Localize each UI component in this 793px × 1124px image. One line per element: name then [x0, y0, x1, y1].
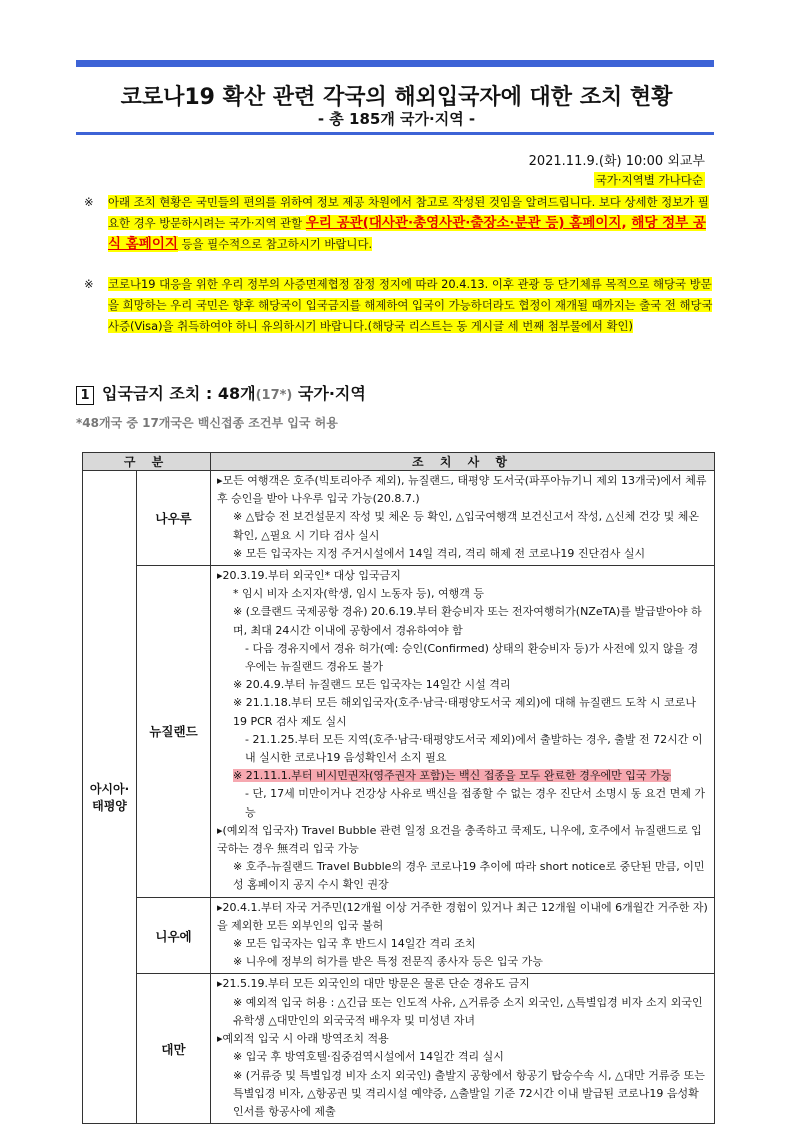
- notice-reference-text-b: ,: [621, 215, 632, 231]
- measure-text: ▸모든 여행객은 호주(빅토리아주 제외), 뉴질랜드, 태평양 도서국(파푸아뉴기니 제외 13개국)에서 체류 후 승인을 받아 나우루 입국 가능(20.8.7.): [217, 474, 707, 506]
- country-cell: 나우루: [137, 471, 211, 566]
- table-row: [83, 471, 715, 566]
- region-cell: [83, 471, 137, 1124]
- measure-text: ※ 예외적 입국 허용 : △긴급 또는 인도적 사유, △거류증 소지 외국인, △특별입경 비자 소지 외국인 유학생 △대만인의 외국국적 배우자 및 미성년 자녀: [233, 995, 703, 1027]
- measure-line: [217, 1030, 708, 1048]
- title-bottom-rule: [76, 132, 714, 135]
- table-row: [83, 897, 715, 974]
- measures-cell: [211, 974, 715, 1124]
- country-cell: 대만: [137, 974, 211, 1124]
- measure-text: ▸21.5.19.부터 모든 외국인의 대만 방문은 물론 단순 경유도 금지: [217, 977, 530, 991]
- measure-line: [217, 603, 708, 639]
- measures-table: [82, 452, 715, 1124]
- title-top-rule: [76, 60, 714, 67]
- country-cell: 니우에: [137, 897, 211, 974]
- measure-line: [217, 545, 708, 563]
- measure-text: ▸(예외적 입국자) Travel Bubble 관련 일정 요건을 충족하고 쿡제도, 니우에, 호주에서 뉴질랜드로 입국하는 경우 無격리 입국 가능: [217, 823, 702, 856]
- reference-mark-icon: ※: [84, 195, 94, 209]
- measure-text: - 단, 17세 미만이거나 건강상 사유로 백신을 접종할 수 없는 경우 진단서 소명시 동 요건 면제 가능: [245, 787, 705, 819]
- measure-line: [217, 953, 708, 971]
- measure-line: [217, 767, 708, 785]
- sort-order-note: 국가·지역별 가나다순: [595, 173, 703, 187]
- section-heading: [76, 381, 366, 405]
- section-count-note: (17*): [255, 388, 293, 403]
- measure-text: ※ 모든 입국자는 지정 주거시설에서 14일 격리, 격리 해제 전 코로나19 진단검사 실시: [233, 546, 646, 560]
- section-note: *48개국 중 17개국은 백신접종 조건부 입국 허용: [76, 416, 338, 430]
- measure-line: [217, 508, 708, 544]
- measure-line: [217, 1067, 708, 1122]
- measures-cell: [211, 897, 715, 974]
- measure-text: ※ △탑승 전 보건설문지 작성 및 체온 등 확인, △입국여행객 보건신고서 작성, △신체 건강 및 체온 확인, △필요 시 기타 검사 실시: [233, 510, 699, 542]
- reference-mark-icon: ※: [84, 277, 94, 291]
- measure-line: [217, 585, 708, 603]
- notice-reference-text-c: 등을 필수적으로 참고하시기 바랍니다.: [177, 237, 373, 251]
- measure-text: ※ 21.11.1.부터 비시민권자(영주권자 포함)는 백신 접종을 모두 완료한 경우에만 입국 가능: [233, 769, 672, 783]
- measure-text: * 임시 비자 소지자(학생, 임시 노동자 등), 여행객 등: [233, 587, 484, 601]
- header-category: 구 분: [83, 453, 211, 471]
- measure-text: ▸20.3.19.부터 외국인* 대상 입국금지: [217, 569, 401, 583]
- table-row: [83, 566, 715, 898]
- measure-line: [217, 899, 708, 935]
- measure-text: ※ (거류증 및 특별입경 비자 소지 외국인) 출발지 공항에서 항공기 탑승수속 시, △대만 거류증 또는 특별입경 비자, △항공권 및 격리시설 예약증, △출발일 기준 72시간 이내 발급된 코로나19 음성확인서를 항공사에 제출: [233, 1068, 705, 1118]
- header-measures: 조 치 사 항: [211, 453, 715, 471]
- measure-line: [217, 1048, 708, 1066]
- measure-line: [217, 640, 708, 676]
- notice-visa: [84, 274, 714, 337]
- measure-text: ※ 20.4.9.부터 뉴질랜드 모든 입국자는 14일간 시설 격리: [233, 678, 511, 692]
- measure-line: [217, 785, 708, 821]
- section-title-suffix: 국가·지역: [292, 384, 366, 403]
- notice-visa-text: 코로나19 대응을 위한 우리 정부의 사증면제협정 잠정 정지에 따라 20.4.13. 이후 관광 등 단기체류 목적으로 해당국 방문을 희망하는 우리 국민은 향후 해당국이 입국금지를 해제하여 입국이 가능하더라도 협정이 재개될 때까지는 출국 전 해당국 사증(Visa)을 취득하여야 하니 유의하시기 바랍니다.(해당국 리스트는 동 게시글 세 번째 첨부물에서 확인): [108, 277, 713, 333]
- measure-line: [217, 731, 708, 767]
- measures-cell: [211, 471, 715, 566]
- measure-line: [217, 975, 708, 993]
- measures-cell: [211, 566, 715, 898]
- measure-text: - 21.1.25.부터 모든 지역(호주·남극·태평양도서국 제외)에서 출발하는 경우, 출발 전 72시간 이내 실시한 코로나19 음성확인서 소지 필요: [245, 732, 703, 765]
- issue-date: 2021.11.9.(화) 10:00 외교부: [528, 154, 705, 169]
- measure-text: ▸예외적 입국 시 아래 방역조치 적용: [217, 1032, 389, 1046]
- measure-text: - 다음 경유지에서 경유 허가(예: 승인(Confirmed) 상태의 환승비자 등)가 사전에 있지 않을 경우에는 뉴질랜드 경유도 불가: [245, 641, 699, 674]
- measure-line: [217, 935, 708, 953]
- measure-text: ※ 니우에 정부의 허가를 받은 특정 전문직 종사자 등은 입국 가능: [233, 955, 543, 969]
- measure-text: ※ (오클랜드 국제공항 경유) 20.6.19.부터 환승비자 또는 전자여행허가(NZeTA)를 발급받아야 하며, 최대 24시간 이내에 공항에서 경유하여야 함: [233, 605, 702, 637]
- measure-line: [217, 694, 708, 730]
- measure-text: ※ 모든 입국자는 입국 후 반드시 14일간 격리 조치: [233, 937, 476, 951]
- measure-line: [217, 822, 708, 858]
- page-subtitle: - 총 185개 국가·지역 -: [317, 110, 476, 128]
- table-row: [83, 974, 715, 1124]
- measure-line: [217, 472, 708, 508]
- measure-line: [217, 858, 708, 894]
- measure-text: ※ 21.1.18.부터 모든 해외입국자(호주·남극·태평양도서국 제외)에 대해 뉴질랜드 도착 시 코로나19 PCR 검사 제도 실시: [233, 696, 697, 728]
- section-number-box: 1: [76, 386, 94, 405]
- region-label: 아시아· 태평양: [89, 782, 130, 814]
- notice-reference: [84, 192, 714, 255]
- notice-reference-text-a: 아래 조치 현황은 국민들의 편의를 위하여 정보 제공 차원에서 참고로 작성된 것임을 알려드립니다. 보다 상세한 정보가 필요한 경우 방문하시려는 국가·지역 관할: [108, 195, 709, 230]
- table-body: [83, 471, 715, 1124]
- table-header-row: [83, 453, 715, 471]
- embassy-homepage-link[interactable]: 우리 공관(대사관·총영사관·출장소·분관 등) 홈페이지: [305, 215, 622, 231]
- page-title: 코로나19 확산 관련 각국의 해외입국자에 대한 조치 현황: [120, 85, 673, 110]
- measure-text: ※ 호주-뉴질랜드 Travel Bubble의 경우 코로나19 추이에 따라 short notice로 중단된 만큼, 이민성 홈페이지 공지 수시 확인 권장: [233, 860, 705, 892]
- section-title: 입국금지 조치 : 48개: [102, 384, 256, 403]
- measure-line: [217, 994, 708, 1030]
- measure-line: [217, 676, 708, 694]
- measure-text: ▸20.4.1.부터 자국 거주민(12개월 이상 거주한 경험이 있거나 최근 12개월 이내에 6개월간 거주한 자)을 제외한 모든 외부인의 입국 불허: [217, 900, 708, 932]
- measure-line: [217, 567, 708, 585]
- measure-text: ※ 입국 후 방역호텔·집중검역시설에서 14일간 격리 실시: [233, 1050, 504, 1064]
- government-homepage-link[interactable]: 해당 정부 공식 홈페이지: [108, 215, 706, 252]
- country-cell: 뉴질랜드: [137, 566, 211, 898]
